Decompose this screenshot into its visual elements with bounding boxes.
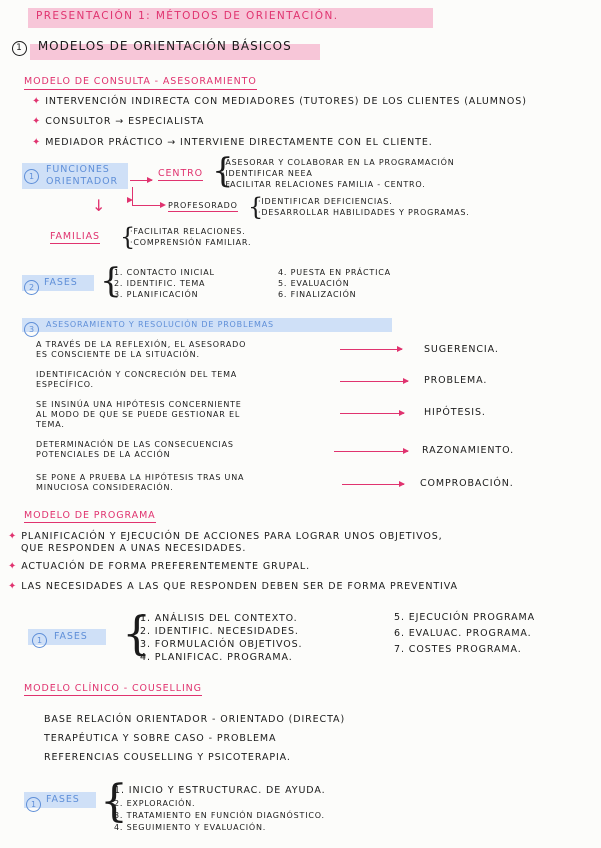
- clinico-fases-number: 1: [26, 797, 41, 812]
- consulta-bullet-3-text: MEDIADOR PRÁCTICO → INTERVIENE DIRECTAMENTE CON EL CLIENTE.: [45, 137, 433, 148]
- right-arrow-icon: [160, 202, 166, 208]
- funciones-label-1: FUNCIONES: [46, 164, 110, 175]
- asesoramiento-heading: ASESORAMIENTO Y RESOLUCIÓN DE PROBLEMAS: [46, 320, 274, 329]
- programa-bullet-1-line2: QUE RESPONDEN A UNAS NECESIDADES.: [21, 543, 247, 554]
- section1-heading-text: MODELOS DE ORIENTACIÓN BÁSICOS: [37, 39, 292, 53]
- down-arrow-icon: ↓: [92, 196, 106, 215]
- programa-fases-item-7: 7. COSTES PROGRAMA.: [394, 644, 522, 655]
- familias-item-2: ·COMPRENSIÓN FAMILIAR.: [130, 238, 252, 247]
- asesoramiento-number-wrap: [24, 317, 39, 337]
- section1-number: 1: [12, 41, 27, 56]
- programa-fases-number: 1: [32, 633, 47, 648]
- asesoramiento-number: 3: [24, 322, 39, 337]
- fases-item-4: 4. PUESTA EN PRÁCTICA: [278, 268, 391, 277]
- programa-fases-label: FASES: [54, 631, 88, 642]
- familias-label: FAMILIAS: [50, 231, 100, 242]
- row-2-left-1: IDENTIFICACIÓN Y CONCRECIÓN DEL TEMA: [36, 370, 238, 379]
- programa-fases-item-1: 1. ANÁLISIS DEL CONTEXTO.: [140, 613, 298, 624]
- fases-item-6: 6. FINALIZACIÓN: [278, 290, 357, 299]
- fases-item-5: 5. EVALUACIÓN: [278, 279, 350, 288]
- clinico-fases-label: FASES: [46, 794, 80, 805]
- right-arrow-icon: [340, 381, 408, 382]
- consulta-bullet-2-text: CONSULTOR → ESPECIALISTA: [45, 116, 205, 127]
- programa-bullet-2: [8, 561, 310, 573]
- row-1-left-2: ES CONSCIENTE DE LA SITUACIÓN.: [36, 350, 200, 359]
- star-bullet-icon: ✦: [32, 137, 42, 148]
- familias-brace: {: [120, 223, 136, 251]
- star-bullet-icon: ✦: [32, 96, 42, 107]
- profesorado-item-2: ·DESARROLLAR HABILIDADES Y PROGRAMAS.: [258, 208, 470, 217]
- star-bullet-icon: ✦: [8, 581, 18, 592]
- centro-item-1: ·ASESORAR Y COLABORAR EN LA PROGRAMACIÓN: [222, 158, 455, 167]
- clinico-fases-brace: {: [100, 776, 128, 827]
- clinico-line-3: REFERENCIAS COUSELLING Y PSICOTERAPIA.: [44, 752, 291, 763]
- fases-number: 2: [24, 280, 39, 295]
- fases-label: FASES: [44, 277, 78, 288]
- row-3-left-1: SE INSINÚA UNA HIPÓTESIS CONCERNIENTE: [36, 400, 242, 409]
- row-3-right: HIPÓTESIS.: [424, 407, 486, 418]
- right-arrow-icon: [342, 484, 404, 485]
- section1-heading: [12, 39, 292, 56]
- programa-fases-brace: {: [122, 606, 152, 660]
- row-2-left-2: ESPECÍFICO.: [36, 380, 94, 389]
- programa-fases-item-4: 4. PLANIFICAC. PROGRAMA.: [140, 652, 293, 663]
- row-5-left-2: MINUCIOSA CONSIDERACIÓN.: [36, 483, 174, 492]
- familias-item-1: ·FACILITAR RELACIONES.: [130, 227, 246, 236]
- programa-bullet-1-text: PLANIFICACIÓN Y EJECUCIÓN DE ACCIONES PARA LOGRAR UNOS OBJETIVOS,: [21, 531, 443, 542]
- row-4-right: RAZONAMIENTO.: [422, 445, 515, 456]
- programa-fases-number-wrap: [32, 628, 47, 648]
- clinico-line-1: BASE RELACIÓN ORIENTADOR - ORIENTADO (DIRECTA): [44, 714, 346, 725]
- programa-fases-item-6: 6. EVALUAC. PROGRAMA.: [394, 628, 532, 639]
- consulta-bullet-2: [32, 116, 204, 128]
- profesorado-label: PROFESORADO: [168, 201, 238, 210]
- fases-item-2: 2. IDENTIFIC. TEMA: [114, 279, 206, 288]
- programa-heading: MODELO DE PROGRAMA: [24, 510, 156, 521]
- clinico-fases-item-1: 1. INICIO Y ESTRUCTURAC. DE AYUDA.: [114, 785, 326, 796]
- clinico-heading: MODELO CLÍNICO - COUSELLING: [24, 683, 202, 694]
- funciones-number-wrap: [24, 164, 39, 184]
- right-arrow-icon: [130, 180, 152, 181]
- centro-label: CENTRO: [158, 168, 204, 179]
- row-2-right: PROBLEMA.: [424, 375, 488, 386]
- clinico-fases-number-wrap: [26, 792, 41, 812]
- row-5-left-1: SE PONE A PRUEBA LA HIPÓTESIS TRAS UNA: [36, 473, 245, 482]
- fases-item-3: 3. PLANIFICACIÓN: [114, 290, 199, 299]
- row-3-left-3: TEMA.: [36, 420, 65, 429]
- funciones-label-2: ORIENTADOR: [46, 176, 118, 187]
- programa-bullet-3: [8, 581, 458, 593]
- centro-item-3: ·FACILITAR RELACIONES FAMILIA - CENTRO.: [222, 180, 426, 189]
- clinico-fases-item-4: 4. SEGUIMIENTO Y EVALUACIÓN.: [114, 823, 267, 832]
- star-bullet-icon: ✦: [8, 531, 18, 542]
- centro-item-2: ·IDENTIFICAR NEEA: [222, 169, 313, 178]
- fases-number-wrap: [24, 275, 39, 295]
- programa-bullet-2-text: ACTUACIÓN DE FORMA PREFERENTEMENTE GRUPAL.: [21, 561, 310, 572]
- consulta-bullet-3: [32, 137, 433, 149]
- clinico-fases-item-2: 2. EXPLORACIÓN.: [114, 799, 196, 808]
- row-1-right: SUGERENCIA.: [424, 344, 499, 355]
- programa-bullet-3-text: LAS NECESIDADES A LAS QUE RESPONDEN DEBEN SER DE FORMA PREVENTIVA: [21, 581, 458, 592]
- profesorado-brace: {: [248, 193, 264, 221]
- fases-item-1: 1. CONTACTO INICIAL: [114, 268, 215, 277]
- programa-fases-item-5: 5. EJECUCIÓN PROGRAMA: [394, 612, 535, 623]
- connector-line: [132, 187, 163, 206]
- right-arrow-icon: [340, 349, 402, 350]
- centro-brace: {: [212, 151, 234, 191]
- clinico-line-2: TERAPÉUTICA Y SOBRE CASO - PROBLEMA: [44, 733, 277, 744]
- consulta-bullet-1: [32, 96, 527, 108]
- fases-brace: {: [100, 261, 122, 301]
- star-bullet-icon: ✦: [32, 116, 42, 127]
- row-4-left-2: POTENCIALES DE LA ACCIÓN: [36, 450, 171, 459]
- clinico-fases-item-3: 3. TRATAMIENTO EN FUNCIÓN DIAGNÓSTICO.: [114, 811, 325, 820]
- page-title: PRESENTACIÓN 1: MÉTODOS DE ORIENTACIÓN.: [36, 10, 339, 22]
- row-5-right: COMPROBACIÓN.: [420, 478, 514, 489]
- programa-fases-item-2: 2. IDENTIFIC. NECESIDADES.: [140, 626, 299, 637]
- row-4-left-1: DETERMINACIÓN DE LAS CONSECUENCIAS: [36, 440, 234, 449]
- programa-bullet-1: [8, 531, 443, 543]
- right-arrow-icon: [340, 413, 404, 414]
- star-bullet-icon: ✦: [8, 561, 18, 572]
- row-1-left-1: A TRAVÉS DE LA REFLEXIÓN, EL ASESORADO: [36, 340, 247, 349]
- programa-fases-item-3: 3. FORMULACIÓN OBJETIVOS.: [140, 639, 303, 650]
- row-3-left-2: AL MODO DE QUE SE PUEDE GESTIONAR EL: [36, 410, 241, 419]
- right-arrow-icon: [334, 451, 408, 452]
- funciones-number: 1: [24, 169, 39, 184]
- consulta-heading: MODELO DE CONSULTA - ASESORAMIENTO: [24, 76, 257, 90]
- consulta-bullet-1-text: INTERVENCIÓN INDIRECTA CON MEDIADORES (TUTORES) DE LOS CLIENTES (ALUMNOS): [45, 96, 527, 107]
- profesorado-item-1: ·IDENTIFICAR DEFICIENCIAS.: [258, 197, 393, 206]
